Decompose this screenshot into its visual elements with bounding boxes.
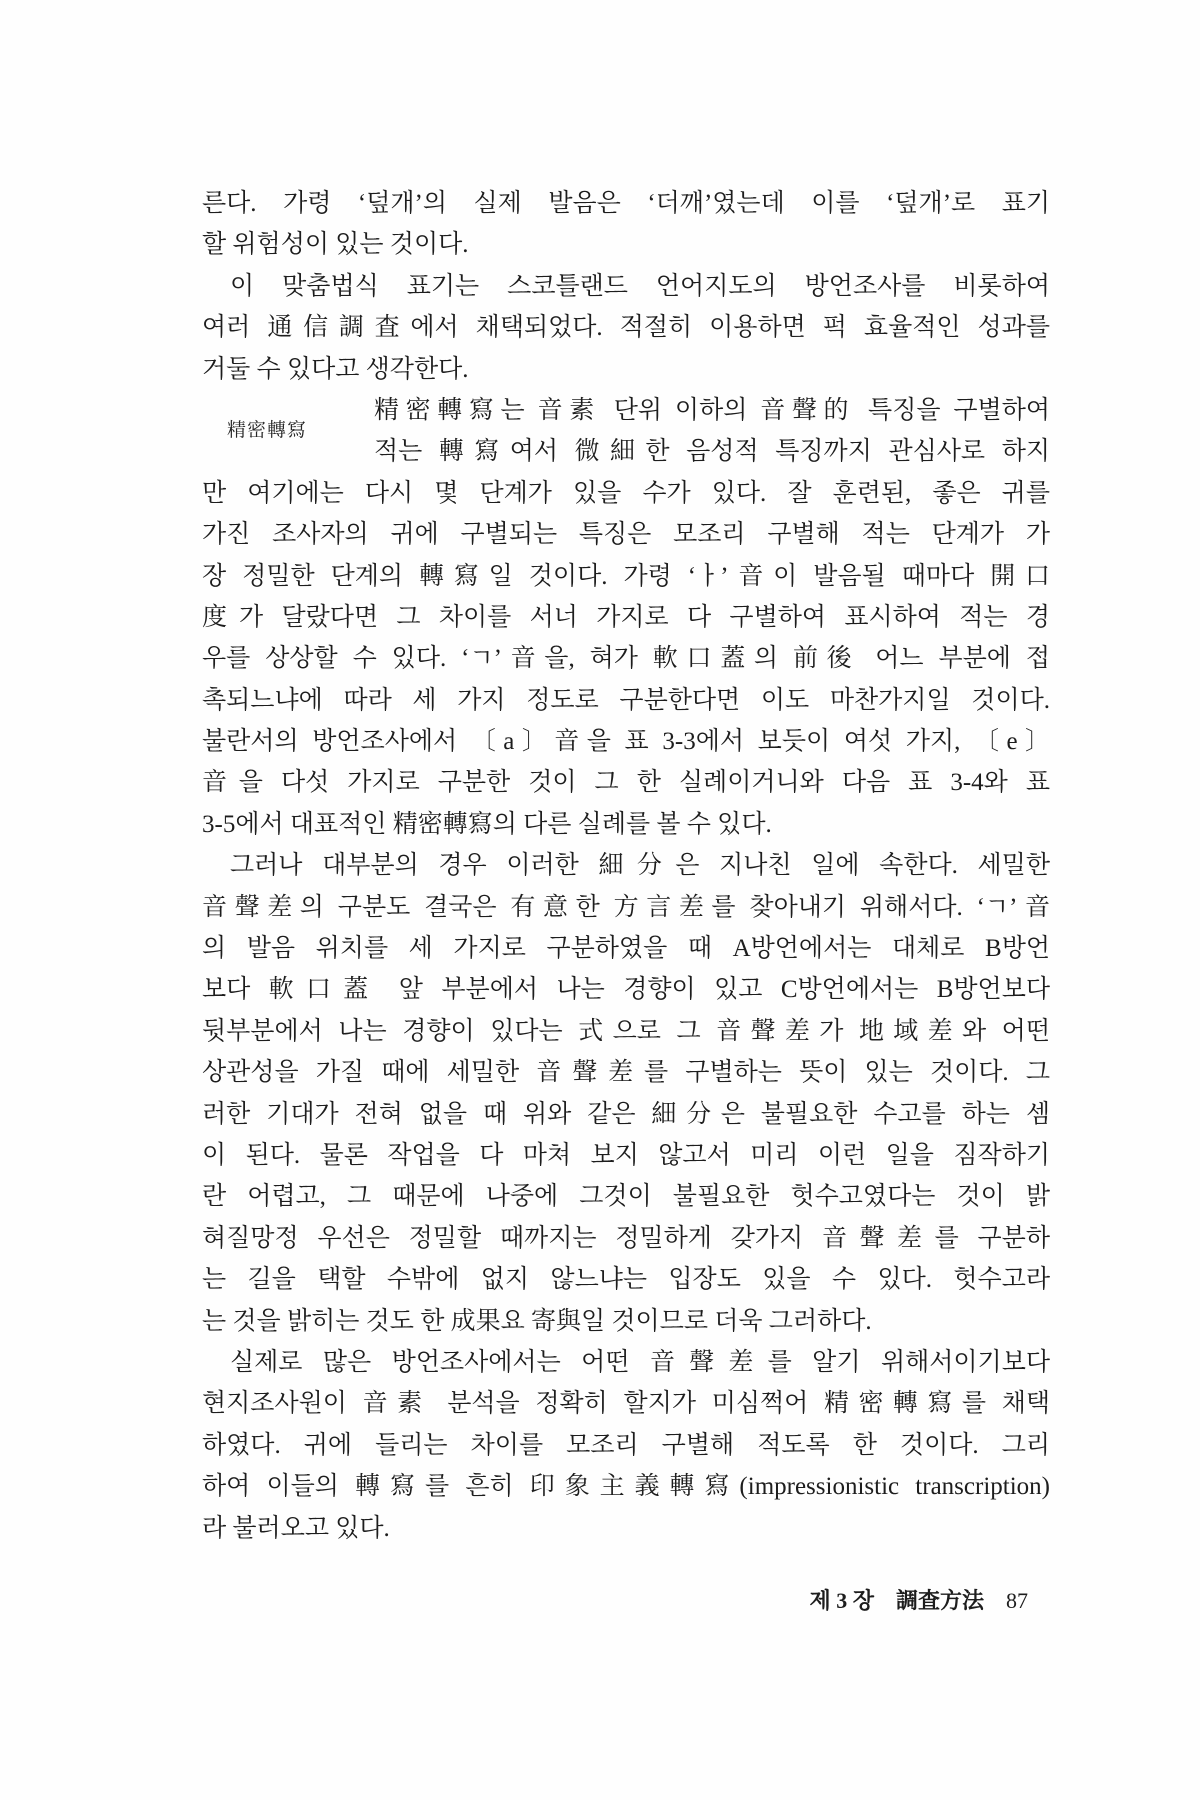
text-line: 보다 軟口蓋 앞 부분에서 나는 경향이 있고 C방언에서는 B방언보다 — [202, 976, 1050, 1004]
paragraph — [202, 266, 1050, 390]
text-line: 그러나 대부분의 경우 이러한 細分은 지나친 일에 속한다. 세밀한 — [230, 852, 1050, 880]
text-line: 라 불러오고 있다. — [202, 1514, 390, 1542]
text-line: 音聲差의 구분도 결국은 有意한 方言差를 찾아내기 위해서다. ‘ㄱ’音 — [202, 893, 1050, 921]
text-line: 현지조사원이 音素 분석을 정확히 할지가 미심쩍어 精密轉寫를 채택 — [202, 1390, 1050, 1418]
text-line: 音을 다섯 가지로 구분한 것이 그 한 실례이거니와 다음 표 3-4와 표 — [202, 769, 1050, 797]
text-line: 만 여기에는 다시 몇 단계가 있을 수가 있다. 잘 훈련된, 좋은 귀를 — [202, 479, 1050, 507]
page-footer — [809, 1587, 1028, 1615]
text-line: 3-5에서 대표적인 精密轉寫의 다른 실례를 볼 수 있다. — [202, 810, 772, 838]
text-line: 가진 조사자의 귀에 구별되는 특징은 모조리 구별해 적는 단계가 가 — [202, 521, 1050, 549]
text-line: 적는 轉寫여서 微細한 음성적 특징까지 관심사로 하지 — [374, 438, 1050, 466]
text-line: 뒷부분에서 나는 경향이 있다는 式으로 그 音聲差가 地域差와 어떤 — [202, 1017, 1050, 1045]
chapter-title: 調査方法 — [895, 1588, 984, 1613]
text-line: 장 정밀한 단계의 轉寫일 것이다. 가령 ‘ㅏ’音이 발음될 때마다 開口 — [202, 562, 1050, 590]
page-number: 87 — [1006, 1588, 1028, 1613]
text-line: 의 발음 위치를 세 가지로 구분하였을 때 A방언에서는 대체로 B방언 — [202, 935, 1050, 963]
body-text — [202, 183, 1050, 1549]
chapter-label: 제 3 장 — [809, 1588, 874, 1613]
text-line: 혀질망정 우선은 정밀할 때까지는 정밀하게 갖가지 音聲差를 구분하 — [202, 1224, 1050, 1252]
text-line: 精密轉寫는 音素 단위 이하의 音聲的 특징을 구별하여 — [374, 396, 1050, 424]
paragraph — [202, 390, 1050, 845]
text-line: 는 것을 밝히는 것도 한 成果요 寄與일 것이므로 더욱 그러하다. — [202, 1307, 872, 1335]
text-line: 는 길을 택할 수밖에 없지 않느냐는 입장도 있을 수 있다. 헛수고라 — [202, 1266, 1050, 1294]
text-line: 度가 달랐다면 그 차이를 서너 가지로 다 구별하여 표시하여 적는 경 — [202, 603, 1050, 631]
text-line: 촉되느냐에 따라 세 가지 정도로 구분한다면 이도 마찬가지일 것이다. — [202, 686, 1050, 714]
text-line: 른다. 가령 ‘덮개’의 실제 발음은 ‘더깨’였는데 이를 ‘덮개’로 표기 — [202, 190, 1050, 217]
text-line: 란 어렵고, 그 때문에 나중에 그것이 불필요한 헛수고였다는 것이 밝 — [202, 1183, 1050, 1211]
text-line: 우를 상상할 수 있다. ‘ㄱ’音을, 혀가 軟口蓋의 前後 어느 부분에 접 — [202, 645, 1050, 673]
text-line: 할 위험성이 있는 것이다. — [202, 231, 469, 259]
text-line: 이 맞춤법식 표기는 스코틀랜드 언어지도의 방언조사를 비롯하여 — [230, 272, 1050, 300]
paragraph — [202, 183, 1050, 266]
side-heading: 精密轉寫 — [227, 420, 308, 441]
text-line: 상관성을 가질 때에 세밀한 音聲差를 구별하는 뜻이 있는 것이다. 그 — [202, 1059, 1050, 1087]
text-line: 하여 이들의 轉寫를 흔히 印象主義轉寫(impressionistic transcription) — [202, 1473, 1050, 1501]
text-line: 실제로 많은 방언조사에서는 어떤 音聲差를 알기 위해서이기보다 — [230, 1348, 1050, 1376]
paragraph — [202, 1342, 1050, 1549]
text-line: 하였다. 귀에 들리는 차이를 모조리 구별해 적도록 한 것이다. 그리 — [202, 1431, 1050, 1459]
text-line: 불란서의 방언조사에서 〔a〕音을 표 3-3에서 보듯이 여섯 가지, 〔e〕 — [202, 728, 1050, 756]
text-line: 여러 通信調査에서 채택되었다. 적절히 이용하면 퍽 효율적인 성과를 — [202, 314, 1050, 342]
text-line: 러한 기대가 전혀 없을 때 위와 같은 細分은 불필요한 수고를 하는 셈 — [202, 1100, 1050, 1128]
text-line: 거둘 수 있다고 생각한다. — [202, 355, 469, 383]
text-line: 이 된다. 물론 작업을 다 마쳐 보지 않고서 미리 이런 일을 짐작하기 — [202, 1141, 1050, 1169]
paragraph — [202, 845, 1050, 1342]
